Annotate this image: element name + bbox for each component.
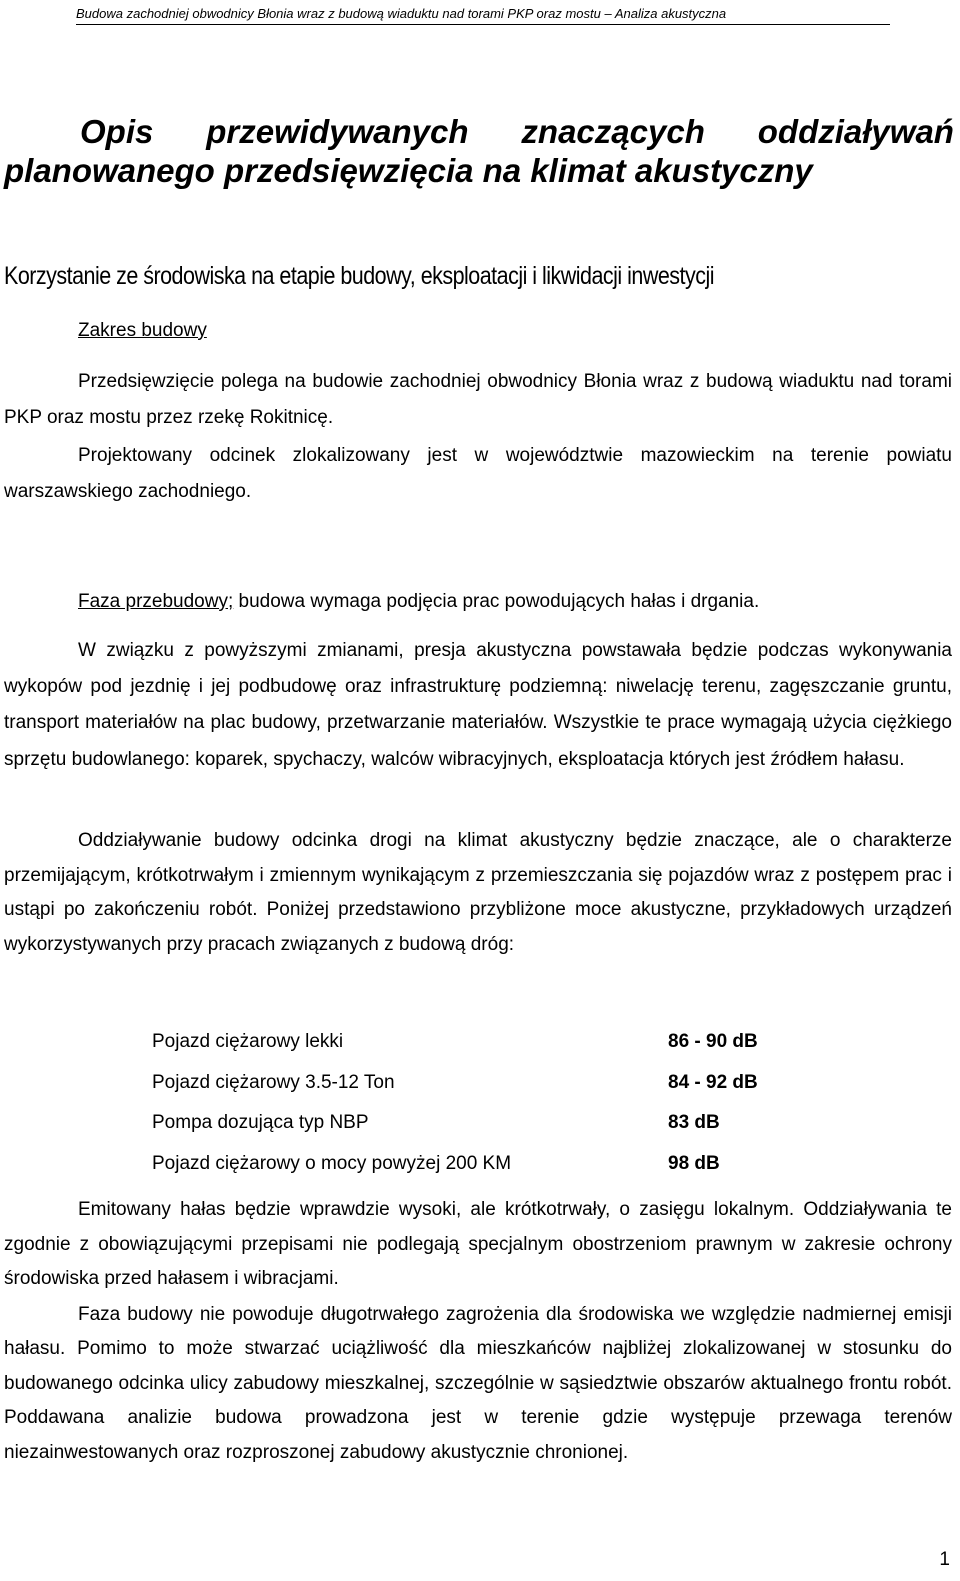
scope-paragraph-2 [4, 438, 952, 510]
page-title-line1 [4, 113, 954, 151]
section-heading: Korzystanie ze środowiska na etapie budowy, eksploatacji i likwidacji inwestycji [4, 262, 714, 290]
table-row [152, 1022, 758, 1063]
equipment-name: Pojazd ciężarowy o mocy powyżej 200 KM [152, 1152, 512, 1174]
table-row [152, 1063, 758, 1104]
construction-paragraph-1 [4, 633, 952, 778]
title-word: przewidywanych [206, 113, 469, 150]
paragraph-text: Faza budowy nie powoduje długotrwałego zagrożenia dla środowiska we względzie nadmiernej emisji hałasu. Pomimo to może stwarzać uciążliwość dla mieszkańców najbliżej zlokalizowanej w stosunku do budowanego odcinka ulicy zabudowy mieszkalnej, szczególnie w sąsiedztwie obszarów aktualnego frontu robót. Poddawana analizie budowa prowadzona jest w terenie gdzie występuje przewaga terenów niezainwestowanych oraz rozproszonej zabudowy akustycznie chronionej. [4, 1304, 952, 1463]
paragraph-text: Projektowany odcinek zlokalizowany jest w województwie mazowieckim na terenie powiatu warszawskiego zachodniego. [4, 445, 952, 502]
title-word: znaczących [521, 113, 705, 150]
equipment-name: Pojazd ciężarowy 3.5-12 Ton [152, 1071, 395, 1093]
page-number: 1 [939, 1549, 950, 1570]
paragraph-text: W związku z powyższymi zmianami, presja akustyczna powstawała będzie podczas wykonywania wykopów pod jezdnię i jej podbudowę oraz infrastrukturę podziemną: niwelację terenu, zagęszczanie gruntu, transport materiałów na plac budowy, przetwarzanie materiałów. Wszystkie te prace wymagają użycia ciężkiego sprzętu budowlanego: koparek, spychaczy, walców wibracyjnych, eksploatacja których jest źródłem hałasu. [4, 640, 952, 770]
paragraph-text: Oddziaływanie budowy odcinka drogi na klimat akustyczny będzie znaczące, ale o charakterze przemijającym, krótkotrwałym i zmiennym wynikającym z przemieszczania się pojazdów wraz z postępem prac i ustąpi po zakończeniu robót. Poniżej przedstawiono przybliżone moce akustyczne, przykładowych urządzeń wykorzystywanych przy pracach związanych z budową dróg: [4, 830, 952, 955]
equipment-noise-value: 98 dB [668, 1152, 720, 1174]
title-word: Opis [80, 113, 154, 150]
equipment-name: Pompa dozująca typ NBP [152, 1112, 369, 1134]
scope-paragraph-1 [4, 364, 952, 436]
running-header: Budowa zachodniej obwodnicy Błonia wraz z budową wiaduktu nad torami PKP oraz mostu – Analiza akustyczna [76, 6, 890, 25]
paragraph-text: Emitowany hałas będzie wprawdzie wysoki, ale krótkotrwały, o zasięgu lokalnym. Oddziaływania te zgodnie z obowiązującymi przepisami nie podlegają specjalnym obostrzeniom prawnym w zakresie ochrony środowiska przed hałasem i wibracjami. [4, 1199, 952, 1289]
scope-heading: Zakres budowy [78, 320, 207, 341]
table-row [152, 1103, 758, 1144]
title-word: oddziaływań [757, 113, 954, 150]
closing-paragraph-2 [4, 1298, 952, 1470]
closing-paragraph-1 [4, 1193, 952, 1297]
equipment-noise-table [152, 1022, 758, 1184]
construction-paragraph-2 [4, 824, 952, 962]
equipment-noise-value: 83 dB [668, 1112, 720, 1134]
construction-phase-intro [4, 584, 952, 620]
table-row [152, 1144, 758, 1185]
paragraph-text: Przedsięwzięcie polega na budowie zachodniej obwodnicy Błonia wraz z budową wiaduktu nad torami PKP oraz mostu przez rzekę Rokitnicę. [4, 371, 952, 428]
construction-phase-label: Faza przebudowy; [78, 591, 234, 612]
equipment-noise-value: 86 - 90 dB [668, 1031, 758, 1053]
equipment-noise-value: 84 - 92 dB [668, 1071, 758, 1093]
paragraph-text: budowa wymaga podjęcia prac powodujących hałas i drgania. [233, 591, 760, 612]
equipment-name: Pojazd ciężarowy lekki [152, 1031, 344, 1053]
page-title-line2: planowanego przedsięwzięcia na klimat akustyczny [4, 152, 813, 189]
